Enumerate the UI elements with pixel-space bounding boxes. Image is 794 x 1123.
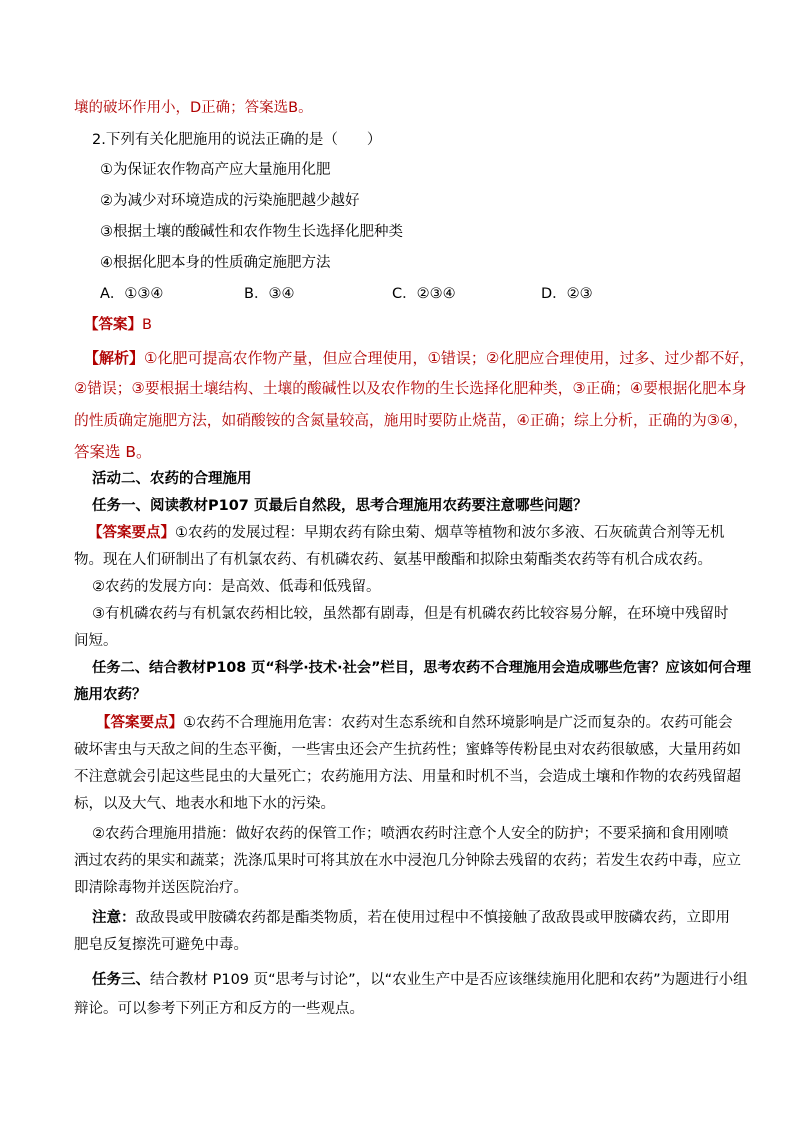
prev-answer-tail: 壤的破坏作用小，D正确；答案选B。 [74, 100, 313, 116]
key-points-label: 【答案要点】 [88, 525, 175, 541]
task1-line: 物。现在人们研制出了有机氯农药、有机磷农药、氨基甲酸酯和拟除虫菊酯类农药等有机合成农药。 [74, 552, 712, 568]
question-item: ④根据化肥本身的性质确定施肥方法 [100, 255, 331, 271]
answer-label: 【答案】 [84, 317, 142, 333]
key-points-label: 【答案要点】 [96, 715, 183, 731]
task2-line: 标，以及大气、地表水和地下水的污染。 [74, 796, 335, 812]
task3-title: 任务三、 [92, 972, 150, 988]
task2-line: 破坏害虫与天敌之间的生态平衡，一些害虫还会产生抗药性；蜜蜂等传粉昆虫对农药很敏感，大量用药如 [74, 742, 741, 758]
task3-line: 任务三、结合教材 P109 页“思考与讨论”，以“农业生产中是否应该继续施用化肥和农药”为题进行小组 [92, 972, 748, 988]
task2-line: 不注意就会引起这些昆虫的大量死亡；农药施用方法、用量和时机不当，会造成土壤和作物的农药残留超 [74, 769, 741, 785]
question-item: ②为减少对环境造成的污染施肥越少越好 [100, 193, 360, 209]
task1-line: 间短。 [74, 633, 118, 649]
question-item: ①为保证农作物高产应大量施用化肥 [100, 162, 331, 178]
task2-line: ②农药合理施用措施：做好农药的保管工作；喷洒农药时注意个人安全的防护；不要采摘和食用刚喷 [92, 826, 729, 842]
activity-title: 活动二、农药的合理施用 [92, 471, 252, 487]
option-d: D．②③ [541, 286, 593, 302]
analysis-line: ②错误；③要根据土壤结构、土壤的酸碱性以及农作物的生长选择化肥种类，③正确；④要根据化肥本身 [74, 380, 747, 397]
option-b: B．③④ [244, 286, 295, 302]
task2-point: 【答案要点】①农药不合理施用危害：农药对生态系统和自然环境影响是广泛而复杂的。农药可能会 [96, 715, 733, 731]
note-line: 肥皂反复擦洗可避免中毒。 [74, 937, 248, 953]
answer-value: B [142, 317, 152, 333]
task1-line: ②农药的发展方向：是高效、低毒和低残留。 [92, 579, 381, 595]
task2-line: 即清除毒物并送医院治疗。 [74, 880, 248, 896]
option-a: A．①③④ [100, 286, 164, 302]
answer-line [84, 315, 152, 335]
task3-line: 辩论。可以参考下列正方和反方的一些观点。 [74, 1001, 364, 1017]
analysis-label: 【解析】 [84, 349, 145, 367]
option-c: C．②③④ [392, 286, 456, 302]
task2-title: 任务二、结合教材P108 页“科学·技术·社会”栏目，思考农药不合理施用会造成哪些危害？应该如何合理 [92, 660, 751, 676]
task2-line: 洒过农药的果实和蔬菜；洗涤瓜果时可将其放在水中浸泡几分钟除去残留的农药；若发生农药中毒，应立 [74, 853, 741, 869]
question-stem: 2.下列有关化肥施用的说法正确的是（ ） [92, 132, 382, 148]
task1-point: 【答案要点】①农药的发展过程：早期农药有除虫菊、烟草等植物和波尔多液、石灰硫黄合剂等无机 [88, 525, 725, 541]
task2-title-cont: 施用农药？ [74, 687, 147, 703]
analysis-line: 【解析】①化肥可提高农作物产量，但应合理使用，①错误；②化肥应合理使用，过多、过少都不好， [84, 349, 755, 367]
analysis-line: 答案选 B。 [74, 443, 152, 461]
task1-line: ③有机磷农药与有机氯农药相比较，虽然都有剧毒，但是有机磷农药比较容易分解，在环境中残留时 [92, 606, 729, 622]
note-label: 注意： [92, 910, 136, 926]
task1-title: 任务一、阅读教材P107 页最后自然段，思考合理施用农药要注意哪些问题？ [92, 498, 588, 514]
question-item: ③根据土壤的酸碱性和农作物生长选择化肥种类 [100, 224, 403, 240]
note-line: 注意：敌敌畏或甲胺磷农药都是酯类物质，若在使用过程中不慎接触了敌敌畏或甲胺磷农药，立即用 [92, 910, 730, 926]
analysis-line: 的性质确定施肥方法，如硝酸铵的含氮量较高，施用时要防止烧苗，④正确；综上分析，正确的为③④， [74, 412, 748, 429]
